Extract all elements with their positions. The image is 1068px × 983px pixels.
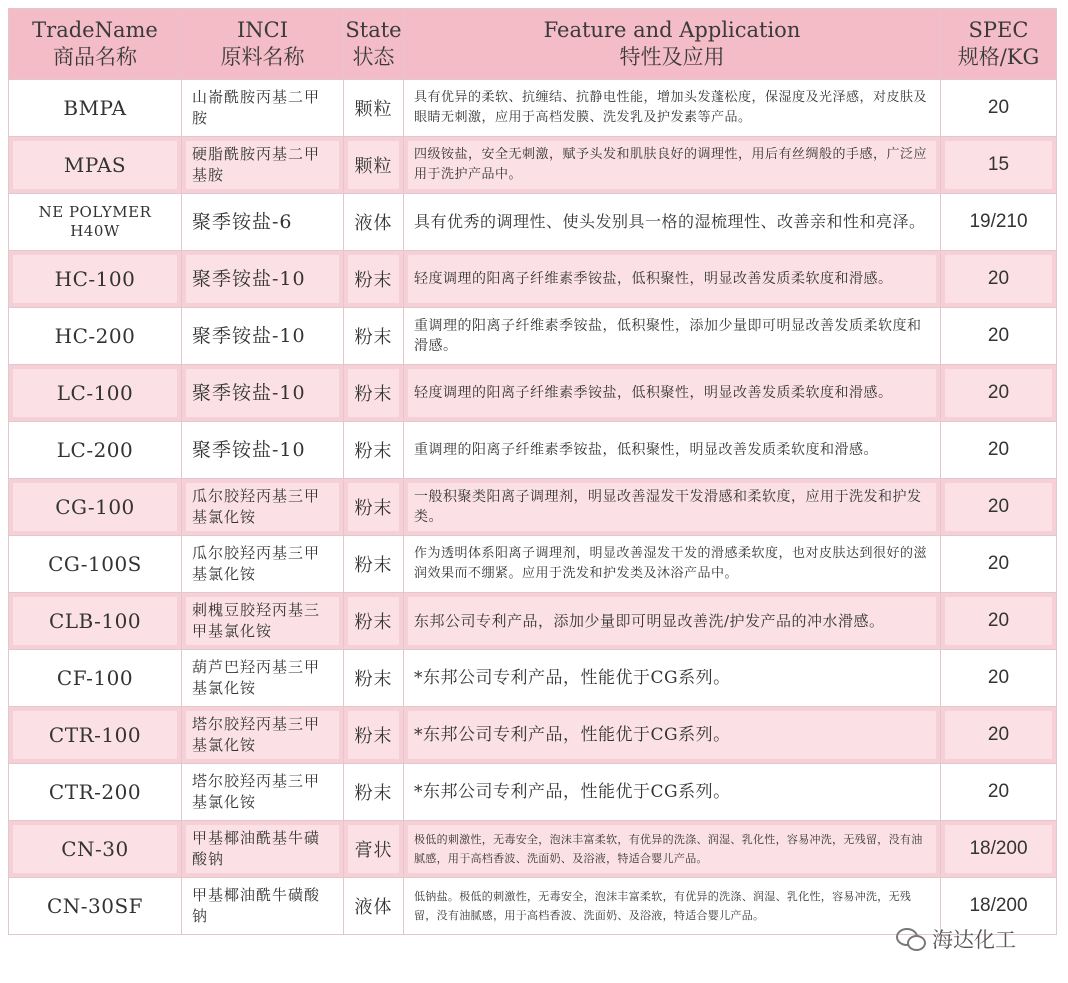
- table-row: [9, 308, 1057, 365]
- feature-cell: [404, 536, 941, 593]
- state-cell: [344, 365, 404, 422]
- inci-cell: [182, 137, 344, 194]
- feature: 轻度调理的阳离子纤维素季铵盐，低积聚性，明显改善发质柔软度和滑感。: [408, 255, 936, 303]
- feature-cell: [404, 593, 941, 650]
- state: 粉末: [354, 669, 393, 690]
- spec: 20: [987, 325, 1010, 346]
- inci: 甲基椰油酰基牛磺酸钠: [186, 825, 339, 873]
- inci-cell: [182, 365, 344, 422]
- inci: 聚季铵盐-10: [192, 438, 306, 461]
- tradename-cell: [9, 536, 182, 593]
- state-cell: [344, 593, 404, 650]
- inci-cell: [182, 80, 344, 137]
- feature-cell: [404, 707, 941, 764]
- state-cell: [344, 80, 404, 137]
- header-tradename-zh: 商品名称: [53, 45, 137, 69]
- table-row: [9, 707, 1057, 764]
- state-cell: [344, 479, 404, 536]
- header-inci-zh: 原料名称: [220, 45, 305, 69]
- wechat-icon: [896, 926, 926, 952]
- tradename-cell: [9, 365, 182, 422]
- feature-cell: [404, 365, 941, 422]
- state: 粉末: [348, 369, 399, 417]
- table-row: [9, 422, 1057, 479]
- tradename-cell: [9, 422, 182, 479]
- feature-cell: [404, 308, 941, 365]
- tradename: MPAS: [13, 141, 177, 189]
- inci: 聚季铵盐-10: [186, 255, 339, 303]
- spec-cell: [941, 593, 1057, 650]
- inci: 瓜尔胶羟丙基三甲基氯化铵: [192, 544, 321, 583]
- header-inci-en: INCI: [236, 18, 289, 42]
- state-cell: [344, 194, 404, 251]
- state: 粉末: [348, 711, 399, 759]
- state: 粉末: [354, 783, 393, 804]
- inci: 聚季铵盐-10: [186, 369, 339, 417]
- state: 粉末: [348, 255, 399, 303]
- feature: 东邦公司专利产品，添加少量即可明显改善洗/护发产品的冲水滑感。: [408, 597, 936, 645]
- tradename: NE POLYMER H40W: [38, 203, 152, 240]
- spec-cell: [941, 251, 1057, 308]
- header-spec-zh: 规格/KG: [957, 45, 1040, 69]
- feature-cell: [404, 422, 941, 479]
- state: 颗粒: [354, 99, 393, 120]
- spec-cell: [941, 764, 1057, 821]
- tradename-cell: [9, 251, 182, 308]
- inci: 硬脂酰胺丙基二甲基胺: [186, 141, 339, 189]
- watermark-text: 海达化工: [932, 928, 1016, 952]
- state: 粉末: [354, 555, 393, 576]
- state-cell: [344, 137, 404, 194]
- feature: *东邦公司专利产品，性能优于CG系列。: [408, 711, 936, 759]
- tradename-cell: [9, 137, 182, 194]
- header-inci: [182, 9, 344, 80]
- inci-cell: [182, 707, 344, 764]
- table-row: [9, 365, 1057, 422]
- spec-cell: [941, 80, 1057, 137]
- state: 粉末: [354, 327, 393, 348]
- spec-cell: [941, 422, 1057, 479]
- inci-cell: [182, 422, 344, 479]
- spec-cell: [941, 365, 1057, 422]
- inci-cell: [182, 764, 344, 821]
- inci: 聚季铵盐-6: [192, 210, 293, 233]
- table-row: [9, 821, 1057, 878]
- table-body: [9, 80, 1057, 935]
- state: 液体: [354, 897, 393, 918]
- tradename: CF-100: [56, 666, 134, 690]
- feature-cell: [404, 821, 941, 878]
- feature-cell: [404, 251, 941, 308]
- tradename: CG-100S: [48, 552, 142, 576]
- header-tradename-en: TradeName: [32, 18, 158, 42]
- feature-cell: [404, 80, 941, 137]
- tradename-cell: [9, 194, 182, 251]
- header-state-en: State: [345, 18, 402, 42]
- spec: 20: [987, 667, 1010, 688]
- state: 液体: [354, 213, 393, 234]
- inci: 塔尔胶羟丙基三甲基氯化铵: [186, 711, 339, 759]
- header-feature: [404, 9, 941, 80]
- spec: 20: [987, 781, 1010, 802]
- feature: 低钠盐。极低的刺激性，无毒安全，泡沫丰富柔软，有优异的洗涤、润湿、乳化性，容易冲洗，无残留，没有油腻感，用于高档香波、洗面奶、及浴液，特适合婴儿产品。: [414, 890, 912, 922]
- inci-cell: [182, 593, 344, 650]
- state-cell: [344, 878, 404, 935]
- state-cell: [344, 308, 404, 365]
- tradename: CN-30SF: [46, 894, 144, 918]
- feature: 重调理的阳离子纤维素季铵盐，低积聚性，添加少量即可明显改善发质柔软度和滑感。: [414, 318, 922, 354]
- inci-cell: [182, 821, 344, 878]
- tradename: HC-200: [54, 324, 136, 348]
- tradename-cell: [9, 308, 182, 365]
- inci: 刺槐豆胶羟丙基三甲基氯化铵: [186, 597, 339, 645]
- header-spec: [941, 9, 1057, 80]
- spec-cell: [941, 707, 1057, 764]
- table-row: [9, 251, 1057, 308]
- feature-cell: [404, 650, 941, 707]
- header-state-zh: 状态: [352, 45, 395, 69]
- inci: 葫芦巴羟丙基三甲基氯化铵: [192, 658, 321, 697]
- header-feature-zh: 特性及应用: [619, 45, 725, 69]
- tradename-cell: [9, 479, 182, 536]
- header-state: [344, 9, 404, 80]
- inci: 甲基椰油酰牛磺酸钠: [192, 886, 321, 925]
- feature: 四级铵盐，安全无刺激，赋予头发和肌肤良好的调理性，用后有丝绸般的手感，广泛应用于洗护产品中。: [408, 141, 936, 189]
- feature: 具有优异的柔软、抗缠结、抗静电性能，增加头发蓬松度，保湿度及光泽感，对皮肤及眼睛无刺激，应用于高档发膜、洗发乳及护发素等产品。: [414, 90, 928, 125]
- inci-cell: [182, 479, 344, 536]
- tradename: CG-100: [13, 483, 177, 531]
- spec-cell: [941, 821, 1057, 878]
- state-cell: [344, 764, 404, 821]
- inci-cell: [182, 878, 344, 935]
- table-row: [9, 764, 1057, 821]
- spec: 20: [987, 553, 1010, 574]
- spec: 20: [987, 97, 1010, 118]
- tradename: LC-100: [13, 369, 177, 417]
- feature: 作为透明体系阳离子调理剂，明显改善湿发干发的滑感柔软度，也对皮肤达到很好的滋润效果而不绷紧。应用于洗发和护发类及沐浴产品中。: [414, 546, 928, 581]
- feature: 具有优秀的调理性、使头发别具一格的湿梳理性、改善亲和性和亮泽。: [414, 212, 926, 231]
- table-row: [9, 194, 1057, 251]
- spec-cell: [941, 536, 1057, 593]
- table-row: [9, 479, 1057, 536]
- feature-cell: [404, 479, 941, 536]
- feature: 重调理的阳离子纤维素季铵盐，低积聚性，明显改善发质柔软度和滑感。: [414, 442, 878, 458]
- spec-cell: [941, 308, 1057, 365]
- inci: 塔尔胶羟丙基三甲基氯化铵: [192, 772, 321, 811]
- table-row: [9, 137, 1057, 194]
- inci: 瓜尔胶羟丙基三甲基氯化铵: [186, 483, 339, 531]
- tradename-cell: [9, 764, 182, 821]
- inci-cell: [182, 194, 344, 251]
- tradename: BMPA: [63, 96, 127, 120]
- header-feature-en: Feature and Application: [543, 18, 801, 42]
- tradename-cell: [9, 878, 182, 935]
- spec: 19/210: [969, 211, 1028, 232]
- feature-cell: [404, 194, 941, 251]
- product-table: [8, 8, 1057, 935]
- tradename-cell: [9, 593, 182, 650]
- state: 膏状: [348, 825, 399, 873]
- tradename: CTR-100: [13, 711, 177, 759]
- table-row: [9, 536, 1057, 593]
- feature-cell: [404, 137, 941, 194]
- spec: 20: [945, 597, 1052, 645]
- spec: 20: [945, 711, 1052, 759]
- state: 粉末: [354, 441, 393, 462]
- spec-cell: [941, 137, 1057, 194]
- inci-cell: [182, 251, 344, 308]
- tradename: CLB-100: [13, 597, 177, 645]
- feature: 轻度调理的阳离子纤维素季铵盐，低积聚性，明显改善发质柔软度和滑感。: [408, 369, 936, 417]
- state-cell: [344, 821, 404, 878]
- state-cell: [344, 650, 404, 707]
- spec: 15: [945, 141, 1052, 189]
- tradename-cell: [9, 821, 182, 878]
- inci-cell: [182, 650, 344, 707]
- inci: 聚季铵盐-10: [192, 324, 306, 347]
- feature: *东邦公司专利产品，性能优于CG系列。: [414, 668, 731, 688]
- inci-cell: [182, 308, 344, 365]
- state-cell: [344, 707, 404, 764]
- state: 颗粒: [348, 141, 399, 189]
- table-header-row: [9, 9, 1057, 80]
- tradename-cell: [9, 80, 182, 137]
- feature-cell: [404, 878, 941, 935]
- state: 粉末: [348, 483, 399, 531]
- spec: 20: [945, 255, 1052, 303]
- spec-cell: [941, 194, 1057, 251]
- tradename-cell: [9, 707, 182, 764]
- state-cell: [344, 251, 404, 308]
- watermark: [896, 922, 1016, 956]
- header-spec-en: SPEC: [968, 18, 1029, 42]
- table-row: [9, 650, 1057, 707]
- spec: 18/200: [945, 825, 1052, 873]
- tradename: LC-200: [56, 438, 134, 462]
- header-tradename: [9, 9, 182, 80]
- state-cell: [344, 536, 404, 593]
- feature: 一般积聚类阳离子调理剂，明显改善湿发干发滑感和柔软度，应用于洗发和护发类。: [408, 483, 936, 531]
- inci-cell: [182, 536, 344, 593]
- tradename: HC-100: [13, 255, 177, 303]
- spec: 20: [945, 483, 1052, 531]
- spec: 20: [945, 369, 1052, 417]
- table-row: [9, 80, 1057, 137]
- tradename-cell: [9, 650, 182, 707]
- spec: 20: [987, 439, 1010, 460]
- feature-cell: [404, 764, 941, 821]
- state: 粉末: [348, 597, 399, 645]
- feature: 极低的刺激性，无毒安全，泡沫丰富柔软，有优异的洗涤、润湿、乳化性，容易冲洗，无残留，没有油腻感，用于高档香波、洗面奶、及浴液，特适合婴儿产品。: [408, 825, 936, 873]
- spec-cell: [941, 479, 1057, 536]
- table-row: [9, 593, 1057, 650]
- state-cell: [344, 422, 404, 479]
- spec-cell: [941, 650, 1057, 707]
- spec: 18/200: [969, 895, 1028, 916]
- tradename: CN-30: [13, 825, 177, 873]
- inci: 山嵛酰胺丙基二甲胺: [192, 88, 321, 127]
- tradename: CTR-200: [48, 780, 142, 804]
- feature: *东邦公司专利产品，性能优于CG系列。: [414, 782, 731, 802]
